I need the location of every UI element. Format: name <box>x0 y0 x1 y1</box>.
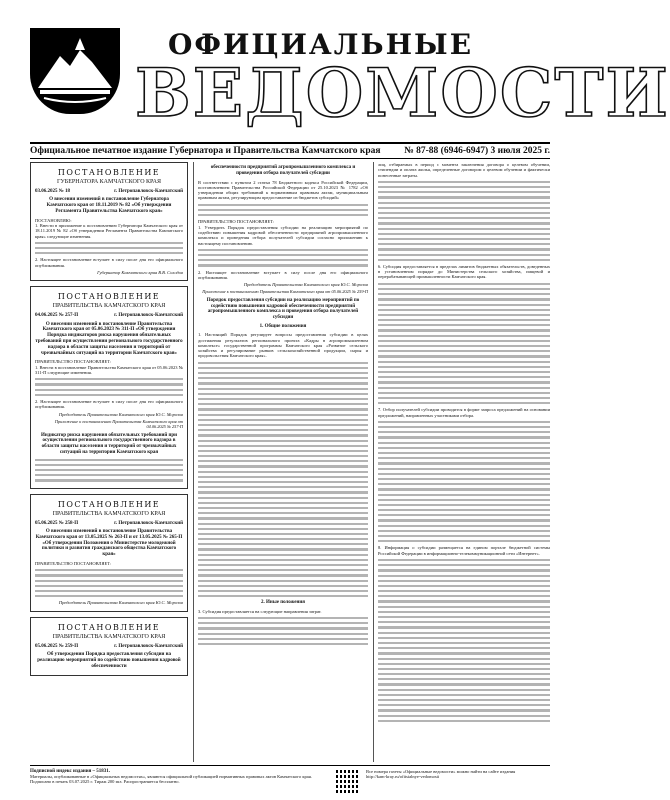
doc-org: ГУБЕРНАТОРА КАМЧАТСКОГО КРАЯ <box>57 179 161 185</box>
doc-text: ПРАВИТЕЛЬСТВО ПОСТАНОВЛЯЕТ: <box>35 560 112 566</box>
doc-signature: Председатель Правительства Камчатского края Ю.С. Морозов <box>58 411 183 417</box>
doc-title: О внесении изменений в постановление Правительства Камчатского края от 13.05.2025 № 263-П и от 13.05.2025 № 265-П «Об утверждении Положения о Министерстве молодежной политики и развития гражданского общества Камчатского края» <box>35 528 183 558</box>
doc-text: 6. Субсидия предоставляется в пределах лимитов бюджетных обязательств, доведенных в установленном порядке до Министерства сельского хозяйства, пищевой и перерабатывающей промышленности Камчатского края. <box>378 263 550 280</box>
footer-info <box>30 769 330 784</box>
masthead-subtitle-bar <box>30 142 550 159</box>
doc-heading: ПОСТАНОВЛЕНИЕ <box>57 292 161 302</box>
doc-text: лиц, отбираемых в период с момента заключения договора о целевом обучении, стипендии и оплата жилья, определенные договором о целевом обучении и фактически понесенные затраты. <box>378 162 550 178</box>
doc-heading: ПОСТАНОВЛЕНИЕ <box>57 499 161 509</box>
doc-title: О внесении изменений в постановление Губернатора Камчатского края от 18.11.2019 № 82 «Об утверждении Регламента Правительства Камчатского края» <box>46 197 172 214</box>
masthead-title-line1: ОФИЦИАЛЬНЫЕ <box>168 28 474 61</box>
doc-heading: ПОСТАНОВЛЕНИЕ <box>57 168 161 177</box>
doc-signature: Губернатор Камчатского края В.В. Солодов <box>97 270 183 276</box>
qr-code-overlay <box>336 769 360 793</box>
doc-date: 03.06.2025 № 18 <box>35 189 71 194</box>
doc-title-continued: обеспеченности предприятий агропромышленного комплекса и проведения отбора получателей субсидии <box>210 165 356 176</box>
doc-date: 04.06.2025 № 257-П <box>35 313 79 319</box>
doc-org: ПРАВИТЕЛЬСТВА КАМЧАТСКОГО КРАЯ <box>52 303 166 310</box>
volcano-icon <box>30 28 120 114</box>
footer-note: Материалы, опубликованные в «Официальных ведомостях», являются официальной публикацией нормативных правовых актов Камчатского края. <box>30 774 312 779</box>
doc-text: 1. Внести в приложение к постановлению Губернатора Камчатского края от 18.11.2019 № 82 «Об утверждении Регламента Правительства Камчатского края» следующие изменения. <box>35 222 183 239</box>
doc-org: ПРАВИТЕЛЬСТВА КАМЧАТСКОГО КРАЯ <box>52 510 166 517</box>
site-link[interactable]: http://kam-kray.ru/ofitsialnye-vedomosti <box>366 774 440 779</box>
section-heading: 1. Общие положения <box>259 323 307 329</box>
issue-number: № 87-88 (6946-6947) 3 июля 2025 г. <box>404 146 550 156</box>
doc-text: 7. Отбор получателей субсидии проводится в форме запроса предложений на основании предложений, направленных участниками отбора. <box>378 407 550 418</box>
doc-text: ПОСТАНОВЛЯЮ: <box>35 217 72 223</box>
doc-text: 1. Внести в постановление Правительства Камчатского края от 05.06.2023 № 311-П следующие изменения. <box>35 364 183 375</box>
doc-place: г. Петропавловск-Камчатский <box>114 643 183 649</box>
subscription-index: Подписной индекс издания – 51831. <box>30 769 111 774</box>
document-block <box>30 286 188 488</box>
column-3 <box>378 162 550 725</box>
doc-dateline <box>35 521 183 526</box>
document-block <box>30 162 188 281</box>
masthead-title-line2: ВЕДОМОСТИ <box>135 54 670 132</box>
document-block <box>30 617 188 677</box>
column-divider <box>193 162 194 762</box>
column-1 <box>30 162 188 681</box>
qr-caption: Все номера газеты «Официальные ведомости» можно найти на сайте издания <box>366 769 516 774</box>
doc-signature: Председатель Правительства Камчатского края Ю.С. Морозов <box>243 282 368 288</box>
document-block <box>30 494 188 612</box>
doc-date: 05.06.2025 № 258-П <box>35 520 79 526</box>
doc-dateline <box>35 644 183 649</box>
doc-appendix-ref: Приложение к постановлению Правительства Камчатского края от 04.06.2025 № 257-П <box>54 418 183 430</box>
publication-subtitle: Официальное печатное издание Губернатора и Правительства Камчатского края <box>30 146 381 156</box>
page-footer <box>30 765 550 796</box>
doc-text: 2. Настоящее постановление вступает в силу после дня его официального опубликования. <box>35 399 183 410</box>
column-divider <box>373 162 374 762</box>
doc-title: Об утверждении Порядка предоставления субсидии на реализацию мероприятий по содействию повышения кадровой обеспеченности <box>37 651 181 669</box>
masthead <box>0 0 670 140</box>
doc-text: 1. Утвердить Порядок предоставления субсидии на реализацию мероприятий по содействию повышения кадровой обеспеченности предприятий агропромышленного комплекса и проведения отбора получателей субсидии согласно приложению к настоящему постановлению. <box>198 224 368 246</box>
doc-heading: ПОСТАНОВЛЕНИЕ <box>57 622 161 632</box>
doc-text: ПРАВИТЕЛЬСТВО ПОСТАНОВЛЯЕТ: <box>35 359 112 365</box>
doc-text: 1. Настоящий Порядок регулирует вопросы предоставления субсидии в целях достижения результатов регионального проекта «Кадры в агропромышленном комплексе» государственной программы Камчатского края «Развитие сельского хозяйства и регулирование рынков сельскохозяйственной продукции, сырья и продовольствия Камчатского края». <box>198 332 368 359</box>
doc-text: ПРАВИТЕЛЬСТВО ПОСТАНОВЛЯЕТ: <box>198 219 275 225</box>
doc-place: г. Петропавловск-Камчатский <box>114 520 183 526</box>
doc-place: г. Петропавловск-Камчатский <box>114 313 183 319</box>
doc-text: 3. Субсидия предоставляется на следующие направления затрат. <box>198 608 322 614</box>
doc-title: О внесении изменений в постановление Правительства Камчатского края от 05.06.2023 № 311-П «Об утверждении Порядка индикаторов риска нарушения обязательных требований при осуществлении регионального государственного надзора в области защиты населения и территорий от чрезвычайных ситуаций на территории Камчатского края» <box>35 321 183 356</box>
doc-signature: Председатель Правительства Камчатского края Ю.С. Морозов <box>58 600 183 606</box>
doc-text: В соответствии с пунктом 2 статьи 78 Бюджетного кодекса Российской Федерации, постановлением Правительства Российской Федерации от 25.10.2023 № 1782 «Об утверждении общих требований к нормативным правовым актам, муниципальным правовым актам, регулирующим предоставление из бюджетов субсидий» <box>198 179 368 201</box>
doc-text: 2. Настоящее постановление вступает в силу после дня его официального опубликования. <box>198 269 368 280</box>
doc-place: г. Петропавловск-Камчатский <box>114 189 183 194</box>
doc-dateline <box>35 313 183 318</box>
doc-text: 2. Настоящее постановление вступает в силу после дня его официального опубликования. <box>35 257 183 268</box>
doc-appendix-ref: Приложение к постановлению Правительства Камчатского края от 05.06.2025 № 259-П <box>202 289 368 295</box>
doc-appendix-title: Индикатор риска нарушения обязательных требований при осуществлении регионального государственного надзора в области защиты населения и территорий от чрезвычайных ситуаций на территории Камчатского края <box>40 432 178 455</box>
section-heading: 2. Иные положения <box>261 600 305 606</box>
doc-dateline <box>35 189 183 194</box>
column-2 <box>198 162 368 648</box>
doc-text: 8. Информация о субсидии размещается на едином портале бюджетной системы Российской Федерации в информационно-телекоммуникационной сети «Интернет». <box>378 545 550 556</box>
order-title: Порядок предоставления субсидии на реализацию мероприятий по содействию повышения кадровой обеспеченности предприятий агропромышленного комплекса и проведения отбора получателей субсидии <box>206 297 360 321</box>
footer-qr-info <box>366 769 550 779</box>
footer-note: Подписано в печать 03.07.2025 г. Тираж 200 экз. Распространяется бесплатно. <box>30 779 180 784</box>
doc-org: ПРАВИТЕЛЬСТВА КАМЧАТСКОГО КРАЯ <box>52 633 166 640</box>
coat-of-arms-logo <box>30 28 120 114</box>
doc-date: 05.06.2025 № 259-П <box>35 643 79 649</box>
